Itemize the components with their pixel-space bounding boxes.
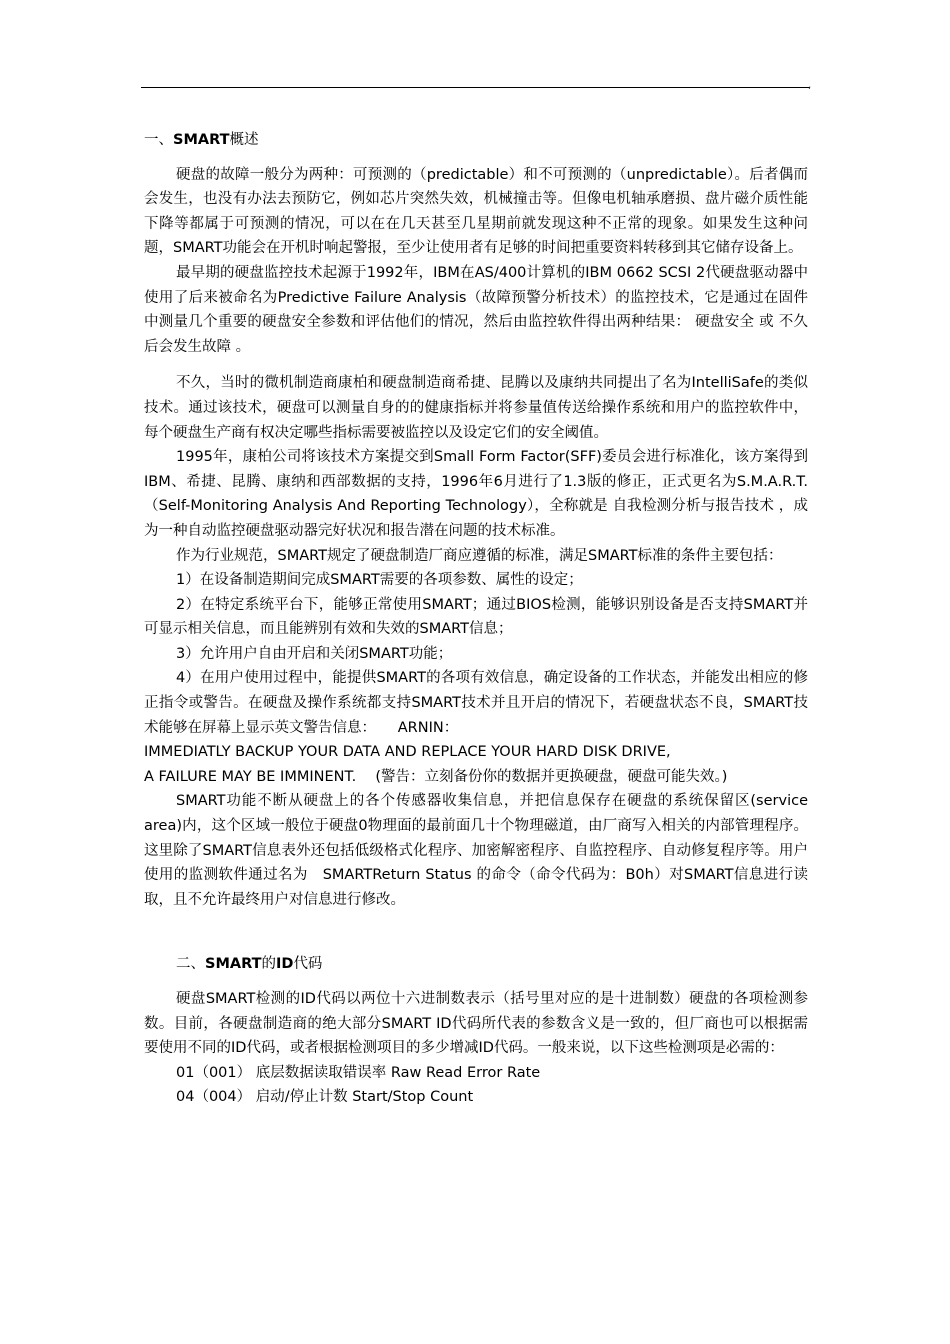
list-item: 3）允许用户自由开启和关闭SMART功能；: [176, 645, 453, 662]
list-item: 4）在用户使用过程中，能提供SMART的各项有效信息，确定设备的工作状态，并能发出相应的修正指令或警告。在硬盘及操作系统都支持SMART技术并且开启的情况下，若硬盘状态不良，SMART技术能够在屏幕上显示英文警告信息： ARNIN：: [144, 670, 808, 736]
header-mark: ,: [808, 80, 812, 91]
heading-mid: 的: [261, 956, 276, 973]
paragraph: 硬盘的故障一般分为两种：可预测的（predictable）和不可预测的（unpredictable）。后者偶而会发生，也没有办法去预防它，例如芯片突然失效，机械撞击等。但像电机轴承磨损、盘片磁介质性能下降等都属于可预测的情况，可以在在几天甚至几星期前就发现这种不正常的现象。如果发生这种问题，SMART功能会在开机时响起警报，至少让使用者有足够的时间把重要资料转移到其它储存设备上。: [144, 166, 808, 257]
list-item: 2）在特定系统平台下，能够正常使用SMART；通过BIOS检测，能够识别设备是否支持SMART并可显示相关信息，而且能辨别有效和失效的SMART信息；: [144, 596, 808, 638]
paragraph: 1995年，康柏公司将该技术方案提交到Small Form Factor(SFF)委员会进行标准化，该方案得到IBM、希捷、昆腾、康纳和西部数据的支持，1996年6月进行了1.3版的修正，正式更名为S.M.A.R.T.（Self-Monitoring Analysis And Reporting Technology），全称就是 自我检测分析与报告技术 ，成为一种自动监控硬盘驱动器完好状况和报告潜在问题的技术标准。: [144, 449, 808, 539]
paragraph: 不久，当时的微机制造商康柏和硬盘制造商希捷、昆腾以及康纳共同提出了名为IntelliSafe的类似技术。通过该技术，硬盘可以测量自身的的健康指标并将参量值传送给操作系统和用户的监控软件中，每个硬盘生产商有权决定哪些指标需要被监控以及设定它们的安全阈值。: [144, 375, 808, 441]
heading-keyword: SMART: [205, 956, 262, 973]
list-item: 04（004） 启动/停止计数 Start/Stop Count: [176, 1089, 474, 1106]
warning-text-line: A FAILURE MAY BE IMMINENT. (警告：立刻备份你的数据并更换硬盘，硬盘可能失效。): [144, 768, 728, 785]
list-item: 1）在设备制造期间完成SMART需要的各项参数、属性的设定；: [176, 572, 583, 589]
section-heading-overview: [144, 128, 808, 153]
heading-suffix: 代码: [293, 956, 323, 973]
heading-keyword: ID: [276, 956, 294, 973]
heading-prefix: 一、: [144, 132, 173, 148]
paragraph: 硬盘SMART检测的ID代码以两位十六进制数表示（括号里对应的是十进制数）硬盘的各项检测参数。目前，各硬盘制造商的绝大部分SMART ID代码所代表的参数含义是一致的，但厂商也可以根据需要使用不同的ID代码，或者根据检测项目的多少增减ID代码。一般来说，以下这些检测项是必需的：: [144, 991, 808, 1057]
list-item: 01（001） 底层数据读取错误率 Raw Read Error Rate: [176, 1064, 541, 1081]
header-rule: [141, 87, 809, 88]
document-body: [144, 128, 808, 1110]
warning-text-line: IMMEDIATLY BACKUP YOUR DATA AND REPLACE YOUR HARD DISK DRIVE,: [144, 744, 671, 761]
heading-prefix: 二、: [176, 956, 205, 973]
paragraph: 作为行业规范，SMART规定了硬盘制造厂商应遵循的标准，满足SMART标准的条件主要包括：: [176, 547, 783, 564]
heading-keyword: SMART: [173, 132, 230, 148]
section-heading-id-codes: [144, 952, 808, 977]
heading-suffix: 概述: [229, 132, 259, 148]
paragraph: 最早期的硬盘监控技术起源于1992年，IBM在AS/400计算机的IBM 0662 SCSI 2代硬盘驱动器中使用了后来被命名为Predictive Failure Analysis（故障预警分析技术）的监控技术，它是通过在固件中测量几个重要的硬盘安全参数和评估他们的情况，然后由监控软件得出两种结果： 硬盘安全 或 不久后会发生故障 。: [144, 264, 808, 355]
paragraph: SMART功能不断从硬盘上的各个传感器收集信息，并把信息保存在硬盘的系统保留区(service area)内，这个区域一般位于硬盘0物理面的最前面几十个物理磁道，由厂商写入相关的内部管理程序。这里除了SMART信息表外还包括低级格式化程序、加密解密程序、自监控程序、自动修复程序等。用户使用的监测软件通过名为 SMARTReturn Status 的命令（命令代码为：B0h）对SMART信息进行读取，且不允许最终用户对信息进行修改。: [144, 793, 808, 908]
